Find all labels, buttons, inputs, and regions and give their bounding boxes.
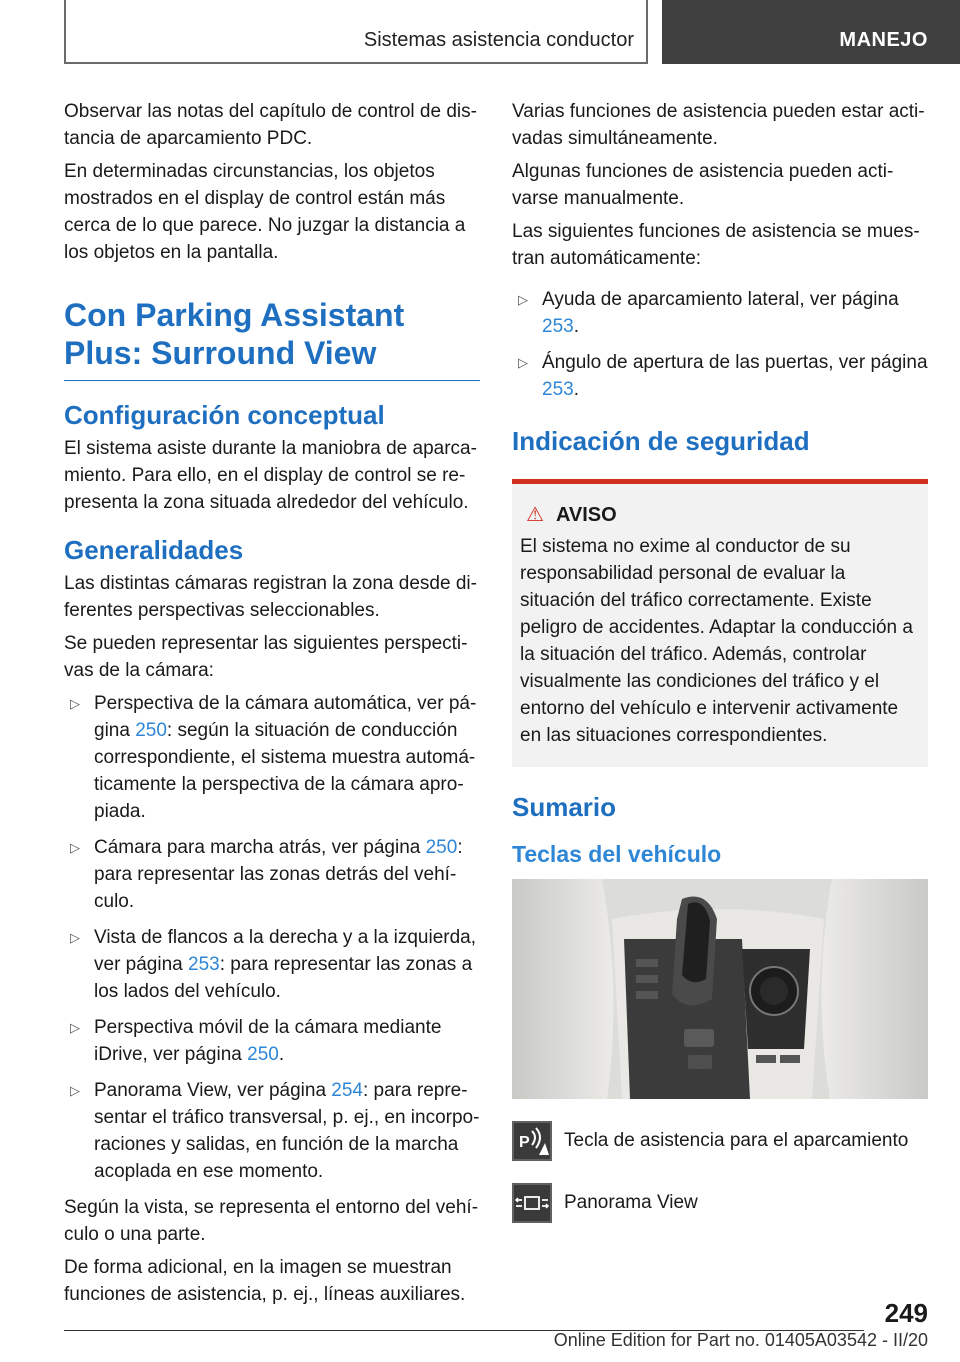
warning-box (512, 479, 928, 767)
key-row (512, 1183, 928, 1245)
center-console-illustration (512, 879, 928, 1099)
section-heading: Con Parking Assistant Plus: Surround View (64, 272, 480, 381)
page-link[interactable]: 253 (188, 954, 220, 975)
warning-text: El sistema no exime al conductor de su responsabilidad personal de evaluar la situación del tráfico correctamente. Existe peligro de accidentes. Adaptar la conducción a la situación del tráfico. Además, controlar visualmente las condiciones del tráfico y el entorno del vehículo e intervenir activamente en las situaciones correspondientes. (520, 536, 913, 746)
key-label: Panorama View (564, 1192, 698, 1213)
list-item: ▷ Vista de flancos a la derecha y a la izquierda, ver página 253: para representar las zonas a los lados del vehículo. (64, 924, 480, 1005)
paragraph: El sistema asiste durante la maniobra de aparcamiento. Para ello, en el display de control se representa la zona situada alrededor del vehículo. (64, 438, 477, 513)
bullet-triangle-icon: ▷ (518, 292, 528, 307)
header-chapter-box (662, 0, 960, 64)
right-column (512, 98, 928, 1245)
page-link[interactable]: 250 (425, 837, 458, 858)
paragraph: Algunas funciones de asistencia pueden activarse manualmente. (512, 161, 894, 209)
header-chapter-title: MANEJO (839, 29, 928, 51)
panorama-view-icon (512, 1183, 552, 1223)
page-link[interactable]: 254 (331, 1080, 363, 1101)
header-section-box (64, 0, 648, 64)
subsection-heading: Indicación de seguridad (512, 426, 810, 456)
bullet-triangle-icon: ▷ (518, 355, 528, 370)
paragraph: Observar las notas del capítulo de control de distancia de aparcamiento PDC. (64, 101, 477, 149)
parking-assist-icon (512, 1121, 552, 1161)
warning-triangle-icon: ⚠ (526, 504, 544, 526)
bullet-triangle-icon: ▷ (70, 1083, 80, 1098)
list-item: ▷ Perspectiva móvil de la cámara mediante iDrive, ver página 250. (64, 1014, 480, 1068)
bullet-triangle-icon: ▷ (70, 930, 80, 945)
page-link[interactable]: 253 (542, 379, 574, 400)
subsection-heading: Generalidades (64, 535, 244, 565)
paragraph: Las distintas cámaras registran la zona desde diferentes perspectivas seleccionables. (64, 573, 477, 621)
subsection-heading: Configuración conceptual (64, 400, 385, 430)
left-column (64, 98, 480, 1314)
list-item: ▷ Ayuda de aparcamiento lateral, ver página 253. (512, 286, 928, 340)
bullet-triangle-icon: ▷ (70, 840, 80, 855)
header-section-title: Sistemas asistencia conductor (363, 29, 634, 51)
list-item: ▷ Cámara para marcha atrás, ver página 250: para representar las zonas detrás del vehículo. (64, 834, 480, 915)
bullet-triangle-icon: ▷ (70, 1020, 80, 1035)
page-link[interactable]: 253 (542, 316, 574, 337)
sub-subsection-heading: Teclas del vehículo (512, 841, 722, 867)
paragraph: Varias funciones de asistencia pueden estar activadas simultáneamente. (512, 101, 925, 149)
key-label: Tecla de asistencia para el aparcamiento (564, 1130, 909, 1151)
warning-title: ⚠ AVISO (526, 504, 617, 526)
paragraph: Las siguientes funciones de asistencia se muestran automáticamente: (512, 221, 920, 269)
subsection-heading: Sumario (512, 792, 617, 822)
vehicle-console-photo (512, 879, 928, 1099)
svg-text:P: P (519, 1134, 530, 1151)
paragraph: Según la vista, se representa el entorno del vehículo o una parte. (64, 1197, 479, 1245)
page-number: 249 (884, 1298, 928, 1328)
paragraph: Se pueden representar las siguientes perspectivas de la cámara: (64, 633, 468, 681)
paragraph: De forma adicional, en la imagen se muestran funciones de asistencia, p. ej., líneas auxiliares. (64, 1257, 466, 1305)
key-row (512, 1121, 928, 1183)
list-item: ▷ Ángulo de apertura de las puertas, ver página 253. (512, 349, 928, 403)
page-link[interactable]: 250 (247, 1044, 279, 1065)
paragraph: En determinadas circunstancias, los objetos mostrados en el display de control están más cerca de lo que parece. No juzgar la distancia a los objetos en la pantalla. (64, 161, 466, 263)
footer-edition: Online Edition for Part no. 01405A03542 - II/20 (553, 1330, 928, 1350)
bullet-triangle-icon: ▷ (70, 696, 80, 711)
list-item: ▷ Perspectiva de la cámara automática, ver página 250: según la situación de conducción correspondiente, el sistema muestra automáticamente la perspectiva de la cámara apropiada. (64, 690, 480, 825)
page-link[interactable]: 250 (135, 720, 167, 741)
list-item: ▷ Panorama View, ver página 254: para representar el tráfico transversal, p. ej., en incorporaciones y salidas, en función de la marcha acoplada en ese momento. (64, 1077, 480, 1185)
